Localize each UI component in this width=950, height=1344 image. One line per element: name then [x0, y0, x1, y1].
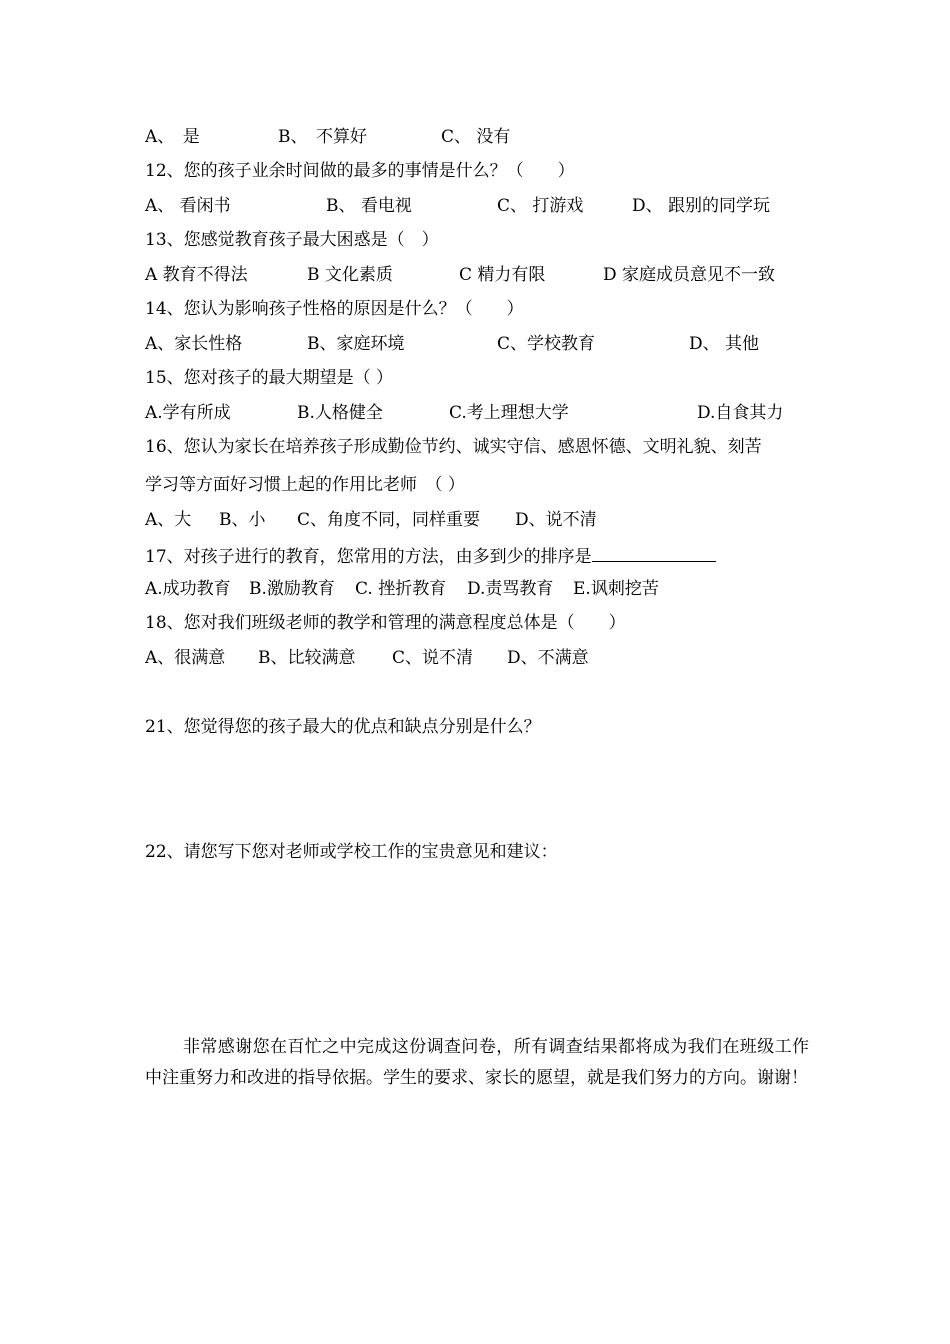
q12-option-b: B、 看电视: [326, 196, 412, 216]
q12-option-c: C、 打游戏: [497, 196, 584, 216]
q14-question: 14、您认为影响孩子性格的原因是什么？（ ）: [145, 299, 524, 319]
q17-question-row: [145, 543, 716, 568]
q18-option-c: C、说不清: [392, 648, 474, 668]
q17-question: 17、对孩子进行的教育，您常用的方法，由多到少的排序是: [145, 547, 592, 567]
q11-option-a: A、 是: [145, 127, 200, 147]
q22-question: 22、请您写下您对老师或学校工作的宝贵意见和建议：: [145, 842, 558, 862]
q11-option-c: C、 没有: [441, 127, 511, 147]
q13-option-a: A 教育不得法: [145, 265, 248, 285]
q13-option-d: D 家庭成员意见不一致: [603, 265, 776, 285]
closing-paragraph: 非常感谢您在百忙之中完成这份调查问卷，所有调查结果都将成为我们在班级工作中注重努力和改进的指导依据。学生的要求、家长的愿望，就是我们努力的方向。谢谢！: [145, 1037, 809, 1088]
q15-option-d: D.自食其力: [697, 403, 784, 423]
q12-question: 12、您的孩子业余时间做的最多的事情是什么？（ ）: [145, 161, 575, 181]
q17-option-c: C. 挫折教育: [355, 579, 447, 599]
q16-option-d: D、说不清: [515, 510, 597, 530]
q13-option-c: C 精力有限: [459, 265, 546, 285]
q16-question-line2: 学习等方面好习惯上起的作用比老师 （ ）: [145, 475, 465, 495]
q17-option-e: E.讽刺挖苦: [573, 579, 659, 599]
q17-option-d: D.责骂教育: [467, 579, 554, 599]
q15-option-b: B.人格健全: [297, 403, 383, 423]
q14-option-d: D、 其他: [689, 334, 760, 354]
q18-option-a: A、很满意: [145, 648, 226, 668]
q17-option-b: B.激励教育: [249, 579, 335, 599]
q14-option-c: C、学校教育: [497, 334, 596, 354]
q11-option-b: B、 不算好: [278, 127, 367, 147]
q12-option-a: A、 看闲书: [145, 196, 231, 216]
q18-option-b: B、比较满意: [258, 648, 356, 668]
q16-option-a: A、大: [145, 510, 192, 530]
q13-question: 13、您感觉教育孩子最大困惑是（ ）: [145, 230, 439, 250]
q17-answer-blank[interactable]: [592, 543, 716, 562]
q18-question: 18、您对我们班级老师的教学和管理的满意程度总体是（ ）: [145, 613, 626, 633]
q15-option-c: C.考上理想大学: [449, 403, 569, 423]
q14-option-b: B、家庭环境: [307, 334, 405, 354]
q18-option-d: D、不满意: [507, 648, 589, 668]
q14-option-a: A、家长性格: [145, 334, 243, 354]
q15-option-a: A.学有所成: [145, 403, 231, 423]
q17-option-a: A.成功教育: [145, 579, 231, 599]
q15-question: 15、您对孩子的最大期望是（ ）: [145, 368, 394, 388]
q16-option-c: C、角度不同，同样重要: [297, 510, 481, 530]
q12-option-d: D、 跟别的同学玩: [632, 196, 771, 216]
q21-question: 21、您觉得您的孩子最大的优点和缺点分别是什么？: [145, 717, 541, 737]
q16-option-b: B、小: [219, 510, 266, 530]
q16-question-line1: 16、您认为家长在培养孩子形成勤俭节约、诚实守信、感恩怀德、文明礼貌、刻苦: [145, 437, 762, 457]
q13-option-b: B 文化素质: [307, 265, 393, 285]
